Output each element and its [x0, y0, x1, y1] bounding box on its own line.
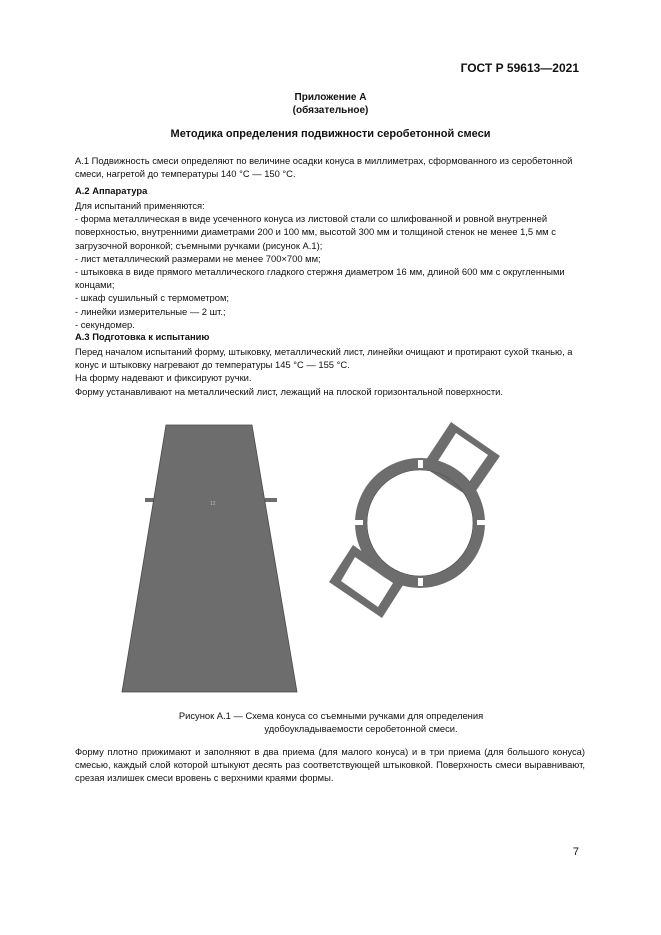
figure-caption — [151, 709, 511, 735]
a3-para: На форму надевают и фиксируют ручки. — [75, 372, 252, 384]
a2-item: - линейки измерительные — 2 шт.; — [75, 305, 226, 317]
ring-notch-top — [418, 460, 423, 468]
page-number: 7 — [572, 846, 579, 858]
cone-handle-right — [265, 498, 277, 502]
a2-item: - лист металлический размерами не менее 700×700 мм; — [75, 252, 321, 264]
a2-item: - секундомер. — [75, 318, 135, 330]
a3-para: Форму устанавливают на металлический лист, лежащий на плоской горизонтальной поверхности. — [75, 385, 504, 397]
ring-outer — [361, 464, 479, 582]
a3-heading: А.3 Подготовка к испытанию — [75, 331, 210, 342]
caption-line-1: Рисунок А.1 — Схема конуса со съемными ручками для определения — [178, 710, 484, 721]
a2-item: - штыковка в виде прямого металлического гладкого стержня диаметром 16 мм, длиной 600 мм с округленными концами; — [75, 266, 565, 291]
appendix-subtitle: (обязательное) — [292, 105, 369, 116]
a2-intro: Для испытаний применяются: — [75, 200, 205, 211]
cone-label: 12 — [210, 501, 216, 507]
a3-para: Перед началом испытаний форму, штыковку, металлический лист, линейки очищают и протирают сухой тканью, а конус и штыковку нагревают до температуры 145 °С — 155 °С. — [75, 346, 573, 371]
ring-notch-left — [355, 520, 363, 525]
a2-item: - форма металлическая в виде усеченного конуса из листовой стали со шлифованной и ровной внутренней поверхностью, внутренними диаметрами 200 и 100 мм, высотой 300 мм и толщиной стенок не менее 1,5 мм с загрузочной воронкой; съемными ручками (рисунок А.1); — [75, 213, 556, 251]
section-title: Методика определения подвижности серобетонной смеси — [170, 128, 491, 140]
appendix-title: Приложение А — [294, 92, 367, 103]
cone-body — [122, 425, 297, 692]
ring-notch-bottom — [418, 578, 423, 586]
a1-text: А.1 Подвижность смеси определяют по величине осадки конуса в миллиметрах, сформованного из серобетонной смеси, нагретой до температуры 140 °С — 150 °С. — [75, 155, 573, 180]
ring-drawing — [329, 422, 500, 618]
closing-text: Форму плотно прижимают и заполняют в два приема (для малого конуса) и в три приема (для большого конуса) смесью, каждый слой которой штыкуют десять раз соответствующей штыковкой. Поверхность смеси выравнивают, срезая излишек смеси вровень с верхними краями формы. — [75, 746, 585, 784]
ring-notch-right — [477, 520, 485, 525]
caption-line-2: удобоукладываемости серобетонной смеси. — [264, 723, 458, 734]
document-id: ГОСТ Р 59613—2021 — [460, 61, 579, 75]
closing-paragraph — [75, 745, 585, 785]
a2-heading: А.2 Аппаратура — [75, 185, 148, 196]
a2-item: - шкаф сушильный с термометром; — [75, 292, 230, 304]
cone-drawing — [122, 425, 297, 692]
